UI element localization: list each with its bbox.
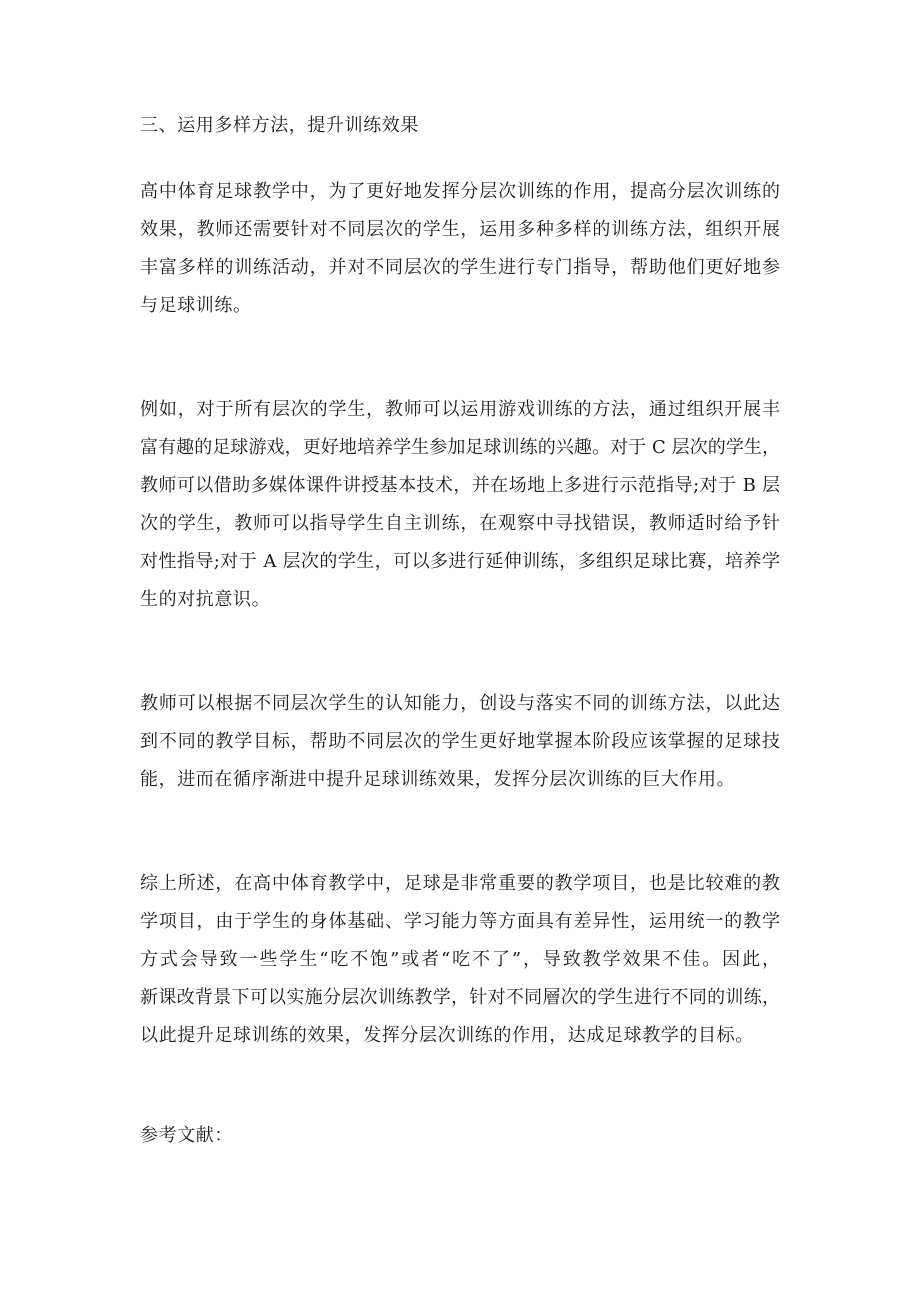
references-heading: 参考文献： — [140, 1125, 233, 1146]
paragraph-4-line-5: 以此提升足球训练的效果，发挥分层次训练的作用，达成足球教学的目标。 — [140, 1025, 754, 1046]
paragraph-2-line-2: 富有趣的足球游戏，更好地培养学生参加足球训练的兴趣。对于 C 层次的学生， — [140, 437, 780, 458]
paragraph-3-line-2: 到不同的教学目标，帮助不同层次的学生更好地掌握本阶段应该掌握的足球技 — [140, 731, 780, 752]
paragraph-2-line-5: 对性指导;对于 A 层次的学生，可以多进行延伸训练，多组织足球比赛，培养学 — [140, 551, 780, 572]
paragraph-2-line-4: 次的学生，教师可以指导学生自主训练，在观察中寻找错误，教师适时给予针 — [140, 513, 780, 534]
paragraph-2-line-3: 教师可以借助多媒体课件讲授基本技术，并在场地上多进行示范指导;对于 B 层 — [140, 475, 780, 496]
paragraph-4-line-4: 新课改背景下可以实施分层次训练教学，针对不同層次的学生进行不同的训练， — [140, 987, 780, 1008]
paragraph-2-line-6: 生的对抗意识。 — [140, 589, 271, 610]
section-heading: 三、运用多样方法，提升训练效果 — [140, 115, 419, 136]
paragraph-2-line-1: 例如，对于所有层次的学生，教师可以运用游戏训练的方法，通过组织开展丰 — [140, 399, 780, 420]
paragraph-1-line-2: 效果，教师还需要针对不同层次的学生，运用多种多样的训练方法，组织开展 — [140, 219, 780, 240]
paragraph-1-line-3: 丰富多样的训练活动，并对不同层次的学生进行专门指导，帮助他们更好地参 — [140, 257, 780, 278]
paragraph-4-line-1: 综上所述，在高中体育教学中，足球是非常重要的教学项目，也是比较难的教 — [140, 873, 780, 894]
paragraph-1-line-1: 高中体育足球教学中，为了更好地发挥分层次训练的作用，提高分层次训练的 — [140, 181, 780, 202]
paragraph-4-line-3: 方式会导致一些学生“吃不饱”或者“吃不了”，导致教学效果不佳。因此， — [140, 949, 780, 970]
paragraph-4-line-2: 学项目，由于学生的身体基础、学习能力等方面具有差异性，运用统一的教学 — [140, 911, 780, 932]
paragraph-3-line-1: 教师可以根据不同层次学生的认知能力，创设与落实不同的训练方法，以此达 — [140, 693, 780, 714]
paragraph-3-line-3: 能，进而在循序渐进中提升足球训练效果，发挥分层次训练的巨大作用。 — [140, 769, 736, 790]
paragraph-1-line-4: 与足球训练。 — [140, 295, 252, 316]
